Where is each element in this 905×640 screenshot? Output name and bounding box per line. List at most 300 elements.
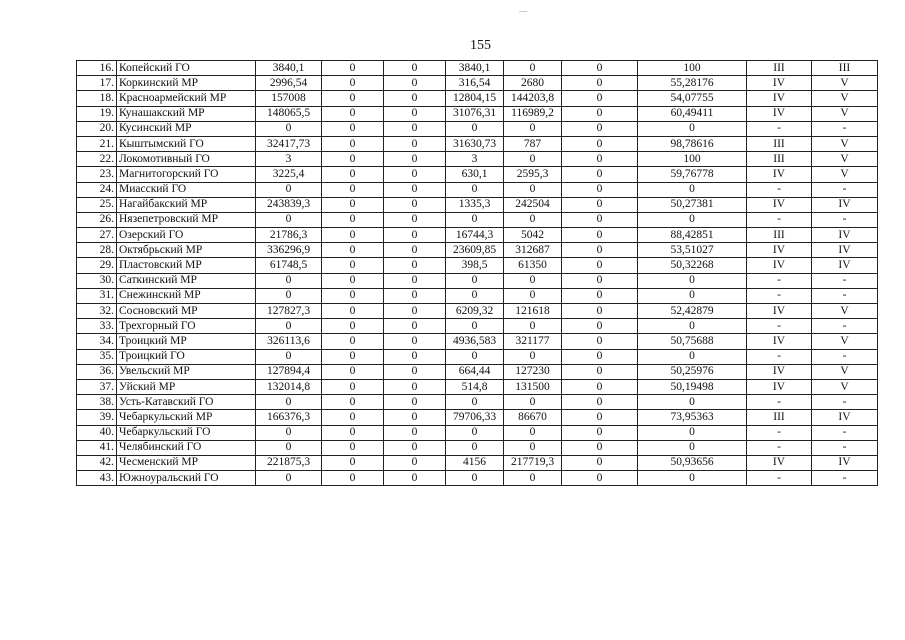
municipality-name-cell: Октябрьский МР [117,243,256,258]
municipality-name-cell: Копейский ГО [117,61,256,76]
class-col-1-cell: IV [747,334,812,349]
value-col-4-cell: 12804,15 [446,91,504,106]
value-col-2-cell: 0 [322,288,384,303]
percent-value-cell: 50,32268 [638,258,747,273]
municipality-name-cell: Кунашакский МР [117,106,256,121]
percent-value-cell: 54,07755 [638,91,747,106]
table-row [77,228,878,243]
class-col-1-cell: IV [747,167,812,182]
table-row [77,364,878,379]
percent-value-cell: 0 [638,319,747,334]
class-col-1-cell: IV [747,91,812,106]
row-number-cell: 36. [77,364,117,379]
table-row [77,319,878,334]
percent-value-cell: 0 [638,349,747,364]
municipality-name-cell: Троицкий МР [117,334,256,349]
value-col-3-cell: 0 [384,197,446,212]
value-col-4-cell: 0 [446,288,504,303]
value-col-3-cell: 0 [384,349,446,364]
total-value-cell: 0 [256,212,322,227]
municipality-name-cell: Троицкий ГО [117,349,256,364]
table-row [77,152,878,167]
table-row [77,304,878,319]
value-col-4-cell: 3840,1 [446,61,504,76]
class-col-1-cell: - [747,212,812,227]
percent-value-cell: 50,75688 [638,334,747,349]
value-col-6-cell: 0 [562,243,638,258]
total-value-cell: 166376,3 [256,410,322,425]
value-col-3-cell: 0 [384,455,446,470]
value-col-6-cell: 0 [562,182,638,197]
row-number-cell: 18. [77,91,117,106]
class-col-2-cell: V [812,167,878,182]
value-col-4-cell: 1335,3 [446,197,504,212]
value-col-5-cell: 0 [504,288,562,303]
municipality-name-cell: Челябинский ГО [117,440,256,455]
row-number-cell: 23. [77,167,117,182]
total-value-cell: 221875,3 [256,455,322,470]
value-col-2-cell: 0 [322,228,384,243]
value-col-4-cell: 3 [446,152,504,167]
table-row [77,182,878,197]
value-col-3-cell: 0 [384,395,446,410]
value-col-3-cell: 0 [384,304,446,319]
percent-value-cell: 0 [638,425,747,440]
value-col-3-cell: 0 [384,440,446,455]
table-row [77,273,878,288]
municipalities-table [76,60,878,486]
value-col-2-cell: 0 [322,364,384,379]
value-col-4-cell: 4936,583 [446,334,504,349]
municipality-name-cell: Снежинский МР [117,288,256,303]
row-number-cell: 32. [77,304,117,319]
class-col-1-cell: III [747,152,812,167]
value-col-3-cell: 0 [384,182,446,197]
class-col-1-cell: - [747,425,812,440]
row-number-cell: 22. [77,152,117,167]
table-row [77,136,878,151]
municipality-name-cell: Южноуральский ГО [117,471,256,486]
municipality-name-cell: Магнитогорский ГО [117,167,256,182]
value-col-2-cell: 0 [322,349,384,364]
value-col-4-cell: 630,1 [446,167,504,182]
table-row [77,243,878,258]
value-col-4-cell: 4156 [446,455,504,470]
row-number-cell: 27. [77,228,117,243]
percent-value-cell: 50,93656 [638,455,747,470]
value-col-6-cell: 0 [562,212,638,227]
value-col-5-cell: 131500 [504,379,562,394]
value-col-4-cell: 664,44 [446,364,504,379]
table-row [77,440,878,455]
value-col-2-cell: 0 [322,258,384,273]
percent-value-cell: 98,78616 [638,136,747,151]
percent-value-cell: 88,42851 [638,228,747,243]
class-col-2-cell: - [812,182,878,197]
value-col-5-cell: 0 [504,61,562,76]
class-col-2-cell: V [812,379,878,394]
class-col-2-cell: V [812,106,878,121]
row-number-cell: 25. [77,197,117,212]
value-col-6-cell: 0 [562,136,638,151]
class-col-2-cell: V [812,91,878,106]
table-row [77,379,878,394]
class-col-2-cell: - [812,395,878,410]
table-row [77,349,878,364]
value-col-2-cell: 0 [322,304,384,319]
value-col-2-cell: 0 [322,136,384,151]
table-row [77,106,878,121]
total-value-cell: 0 [256,471,322,486]
class-col-2-cell: IV [812,197,878,212]
value-col-6-cell: 0 [562,167,638,182]
row-number-cell: 37. [77,379,117,394]
municipality-name-cell: Миасский ГО [117,182,256,197]
value-col-5-cell: 2595,3 [504,167,562,182]
total-value-cell: 157008 [256,91,322,106]
value-col-6-cell: 0 [562,395,638,410]
row-number-cell: 20. [77,121,117,136]
row-number-cell: 17. [77,76,117,91]
percent-value-cell: 0 [638,121,747,136]
row-number-cell: 19. [77,106,117,121]
total-value-cell: 0 [256,319,322,334]
value-col-3-cell: 0 [384,76,446,91]
class-col-2-cell: V [812,152,878,167]
value-col-5-cell: 0 [504,152,562,167]
municipality-name-cell: Кыштымский ГО [117,136,256,151]
total-value-cell: 0 [256,349,322,364]
value-col-4-cell: 0 [446,471,504,486]
percent-value-cell: 0 [638,212,747,227]
value-col-6-cell: 0 [562,410,638,425]
class-col-2-cell: V [812,304,878,319]
row-number-cell: 24. [77,182,117,197]
value-col-5-cell: 0 [504,121,562,136]
row-number-cell: 42. [77,455,117,470]
percent-value-cell: 50,19498 [638,379,747,394]
value-col-6-cell: 0 [562,471,638,486]
value-col-3-cell: 0 [384,167,446,182]
class-col-2-cell: IV [812,410,878,425]
class-col-1-cell: III [747,61,812,76]
value-col-3-cell: 0 [384,106,446,121]
value-col-5-cell: 144203,8 [504,91,562,106]
value-col-3-cell: 0 [384,425,446,440]
value-col-5-cell: 127230 [504,364,562,379]
class-col-2-cell: IV [812,243,878,258]
value-col-2-cell: 0 [322,379,384,394]
value-col-5-cell: 0 [504,440,562,455]
value-col-6-cell: 0 [562,379,638,394]
value-col-4-cell: 514,8 [446,379,504,394]
class-col-1-cell: - [747,121,812,136]
class-col-2-cell: V [812,76,878,91]
total-value-cell: 3840,1 [256,61,322,76]
class-col-2-cell: IV [812,258,878,273]
value-col-4-cell: 79706,33 [446,410,504,425]
percent-value-cell: 59,76778 [638,167,747,182]
value-col-3-cell: 0 [384,379,446,394]
row-number-cell: 28. [77,243,117,258]
total-value-cell: 3 [256,152,322,167]
value-col-4-cell: 23609,85 [446,243,504,258]
percent-value-cell: 73,95363 [638,410,747,425]
value-col-5-cell: 0 [504,349,562,364]
value-col-5-cell: 0 [504,182,562,197]
class-col-2-cell: - [812,349,878,364]
value-col-2-cell: 0 [322,152,384,167]
value-col-4-cell: 0 [446,182,504,197]
value-col-2-cell: 0 [322,76,384,91]
value-col-5-cell: 217719,3 [504,455,562,470]
value-col-4-cell: 0 [446,425,504,440]
value-col-5-cell: 0 [504,273,562,288]
value-col-6-cell: 0 [562,319,638,334]
row-number-cell: 40. [77,425,117,440]
municipality-name-cell: Сосновский МР [117,304,256,319]
value-col-5-cell: 0 [504,319,562,334]
value-col-4-cell: 16744,3 [446,228,504,243]
class-col-2-cell: - [812,273,878,288]
value-col-5-cell: 0 [504,425,562,440]
value-col-5-cell: 121618 [504,304,562,319]
municipality-name-cell: Усть-Катавский ГО [117,395,256,410]
value-col-5-cell: 0 [504,395,562,410]
value-col-4-cell: 31630,73 [446,136,504,151]
percent-value-cell: 0 [638,273,747,288]
value-col-3-cell: 0 [384,91,446,106]
value-col-5-cell: 0 [504,471,562,486]
total-value-cell: 127827,3 [256,304,322,319]
value-col-2-cell: 0 [322,243,384,258]
class-col-1-cell: IV [747,258,812,273]
class-col-2-cell: IV [812,228,878,243]
table-body [77,61,878,486]
total-value-cell: 132014,8 [256,379,322,394]
percent-value-cell: 0 [638,288,747,303]
percent-value-cell: 60,49411 [638,106,747,121]
value-col-5-cell: 116989,2 [504,106,562,121]
class-col-2-cell: IV [812,455,878,470]
value-col-3-cell: 0 [384,258,446,273]
class-col-1-cell: - [747,182,812,197]
value-col-2-cell: 0 [322,395,384,410]
class-col-1-cell: - [747,349,812,364]
value-col-5-cell: 312687 [504,243,562,258]
value-col-2-cell: 0 [322,410,384,425]
value-col-6-cell: 0 [562,455,638,470]
value-col-4-cell: 31076,31 [446,106,504,121]
value-col-4-cell: 0 [446,212,504,227]
table-row [77,288,878,303]
value-col-3-cell: 0 [384,319,446,334]
class-col-1-cell: - [747,440,812,455]
value-col-3-cell: 0 [384,273,446,288]
row-number-cell: 21. [77,136,117,151]
municipality-name-cell: Чебаркульский ГО [117,425,256,440]
percent-value-cell: 0 [638,182,747,197]
total-value-cell: 127894,4 [256,364,322,379]
municipality-name-cell: Нязепетровский МР [117,212,256,227]
class-col-2-cell: - [812,212,878,227]
municipality-name-cell: Чесменский МР [117,455,256,470]
municipality-name-cell: Коркинский МР [117,76,256,91]
table-row [77,121,878,136]
value-col-6-cell: 0 [562,152,638,167]
value-col-2-cell: 0 [322,106,384,121]
class-col-2-cell: - [812,121,878,136]
municipality-name-cell: Озерский ГО [117,228,256,243]
value-col-3-cell: 0 [384,471,446,486]
table-row [77,455,878,470]
total-value-cell: 0 [256,395,322,410]
class-col-1-cell: IV [747,379,812,394]
class-col-2-cell: - [812,440,878,455]
value-col-3-cell: 0 [384,364,446,379]
table-row [77,425,878,440]
row-number-cell: 31. [77,288,117,303]
value-col-6-cell: 0 [562,334,638,349]
value-col-4-cell: 316,54 [446,76,504,91]
class-col-1-cell: IV [747,76,812,91]
table-row [77,334,878,349]
value-col-2-cell: 0 [322,197,384,212]
value-col-4-cell: 6209,32 [446,304,504,319]
class-col-2-cell: III [812,61,878,76]
value-col-6-cell: 0 [562,228,638,243]
value-col-5-cell: 787 [504,136,562,151]
value-col-3-cell: 0 [384,228,446,243]
row-number-cell: 35. [77,349,117,364]
value-col-2-cell: 0 [322,440,384,455]
value-col-2-cell: 0 [322,471,384,486]
class-col-2-cell: - [812,471,878,486]
class-col-1-cell: IV [747,243,812,258]
total-value-cell: 243839,3 [256,197,322,212]
class-col-1-cell: - [747,471,812,486]
percent-value-cell: 0 [638,471,747,486]
value-col-6-cell: 0 [562,288,638,303]
class-col-1-cell: - [747,288,812,303]
municipality-name-cell: Кусинский МР [117,121,256,136]
value-col-4-cell: 0 [446,349,504,364]
value-col-6-cell: 0 [562,197,638,212]
percent-value-cell: 100 [638,152,747,167]
percent-value-cell: 0 [638,440,747,455]
value-col-2-cell: 0 [322,61,384,76]
value-col-6-cell: 0 [562,61,638,76]
total-value-cell: 0 [256,425,322,440]
row-number-cell: 26. [77,212,117,227]
value-col-6-cell: 0 [562,364,638,379]
value-col-6-cell: 0 [562,91,638,106]
percent-value-cell: 55,28176 [638,76,747,91]
municipality-name-cell: Пластовский МР [117,258,256,273]
row-number-cell: 39. [77,410,117,425]
class-col-2-cell: V [812,136,878,151]
value-col-6-cell: 0 [562,121,638,136]
class-col-2-cell: - [812,319,878,334]
class-col-1-cell: IV [747,455,812,470]
row-number-cell: 38. [77,395,117,410]
class-col-1-cell: IV [747,106,812,121]
class-col-1-cell: IV [747,364,812,379]
value-col-6-cell: 0 [562,349,638,364]
class-col-1-cell: IV [747,304,812,319]
value-col-5-cell: 61350 [504,258,562,273]
value-col-2-cell: 0 [322,91,384,106]
table-row [77,61,878,76]
total-value-cell: 21786,3 [256,228,322,243]
municipality-name-cell: Уйский МР [117,379,256,394]
value-col-3-cell: 0 [384,212,446,227]
value-col-6-cell: 0 [562,76,638,91]
value-col-2-cell: 0 [322,182,384,197]
row-number-cell: 34. [77,334,117,349]
value-col-5-cell: 5042 [504,228,562,243]
table-row [77,212,878,227]
value-col-3-cell: 0 [384,152,446,167]
row-number-cell: 29. [77,258,117,273]
percent-value-cell: 52,42879 [638,304,747,319]
row-number-cell: 41. [77,440,117,455]
municipality-name-cell: Увельский МР [117,364,256,379]
value-col-4-cell: 0 [446,273,504,288]
value-col-3-cell: 0 [384,334,446,349]
class-col-1-cell: - [747,273,812,288]
total-value-cell: 326113,6 [256,334,322,349]
class-col-1-cell: III [747,136,812,151]
total-value-cell: 32417,73 [256,136,322,151]
value-col-6-cell: 0 [562,106,638,121]
municipality-name-cell: Красноармейский МР [117,91,256,106]
value-col-3-cell: 0 [384,288,446,303]
table-row [77,167,878,182]
value-col-6-cell: 0 [562,258,638,273]
value-col-5-cell: 242504 [504,197,562,212]
table-row [77,76,878,91]
municipality-name-cell: Локомотивный ГО [117,152,256,167]
scan-artifact [519,11,527,12]
row-number-cell: 30. [77,273,117,288]
value-col-4-cell: 0 [446,319,504,334]
value-col-2-cell: 0 [322,167,384,182]
value-col-2-cell: 0 [322,273,384,288]
municipality-name-cell: Нагайбакский МР [117,197,256,212]
value-col-5-cell: 321177 [504,334,562,349]
value-col-3-cell: 0 [384,61,446,76]
total-value-cell: 2996,54 [256,76,322,91]
value-col-3-cell: 0 [384,121,446,136]
table-row [77,197,878,212]
total-value-cell: 0 [256,288,322,303]
total-value-cell: 3225,4 [256,167,322,182]
table-row [77,395,878,410]
value-col-4-cell: 0 [446,121,504,136]
class-col-2-cell: V [812,364,878,379]
class-col-2-cell: - [812,425,878,440]
total-value-cell: 0 [256,182,322,197]
value-col-3-cell: 0 [384,136,446,151]
value-col-2-cell: 0 [322,455,384,470]
total-value-cell: 0 [256,440,322,455]
value-col-5-cell: 86670 [504,410,562,425]
value-col-2-cell: 0 [322,319,384,334]
row-number-cell: 43. [77,471,117,486]
table-row [77,471,878,486]
value-col-5-cell: 0 [504,212,562,227]
